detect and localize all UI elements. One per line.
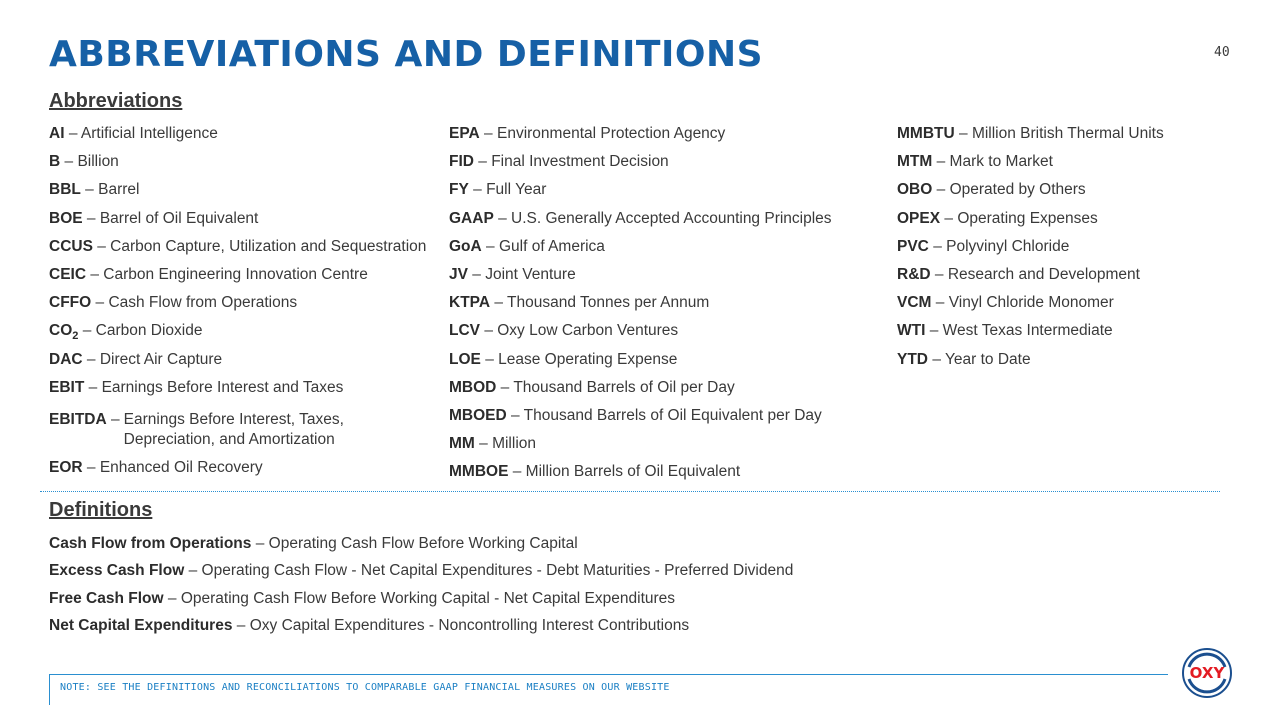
abbreviation-term: OBO [897, 181, 933, 199]
abbreviation-item: MM – Million [449, 435, 537, 453]
abbreviation-desc: Lease Operating Expense [498, 350, 678, 368]
oxy-logo-icon [1181, 647, 1233, 699]
abbreviation-item: EBITDA – Earnings Before Interest, Taxes, Depreciation, and Amortization [49, 410, 444, 450]
definition-item: Free Cash Flow – Operating Cash Flow Before Working Capital - Net Capital Expenditures [49, 589, 676, 607]
abbreviation-item: GoA – Gulf of America [449, 237, 605, 255]
abbreviation-item: FY – Full Year [449, 181, 547, 199]
abbreviation-item: MTM – Mark to Market [897, 153, 1053, 171]
abbreviation-term: BOE [49, 209, 83, 227]
abbreviations-heading: Abbreviations [49, 90, 183, 112]
abbreviation-desc: Barrel [98, 181, 140, 199]
abbreviations-column-1 [49, 124, 444, 486]
abbreviation-desc: Carbon Capture, Utilization and Sequestration [110, 237, 427, 255]
abbreviation-term: EOR [49, 458, 83, 476]
abbreviation-desc: Polyvinyl Chloride [946, 237, 1070, 255]
abbreviation-item: LOE – Lease Operating Expense [449, 350, 678, 368]
definition-desc: Operating Cash Flow Before Working Capital [268, 535, 578, 552]
definition-item: Cash Flow from Operations – Operating Cash Flow Before Working Capital [49, 535, 578, 552]
abbreviation-desc: Enhanced Oil Recovery [99, 458, 263, 476]
oxy-logo-text: OXY [1189, 664, 1225, 682]
abbreviation-item: B – Billion [49, 153, 119, 171]
abbreviation-item: MBOD – Thousand Barrels of Oil per Day [449, 378, 735, 396]
abbreviation-item: CCUS – Carbon Capture, Utilization and Sequestration [49, 237, 427, 255]
page-number: 40 [1214, 45, 1230, 60]
abbreviation-desc: West Texas Intermediate [942, 322, 1113, 340]
definition-desc: Operating Cash Flow - Net Capital Expenditures - Debt Maturities - Preferred Dividend [201, 562, 794, 580]
abbreviation-term: DAC [49, 350, 83, 368]
abbreviation-item: VCM – Vinyl Chloride Monomer [897, 294, 1114, 312]
abbreviation-term: EBIT [49, 378, 85, 396]
abbreviation-term: MBOED [449, 406, 507, 424]
definition-desc: Operating Cash Flow Before Working Capital - Net Capital Expenditures [180, 589, 676, 607]
abbreviation-desc: Thousand Barrels of Oil per Day [513, 378, 735, 396]
abbreviation-desc: Artificial Intelligence [80, 125, 218, 142]
abbreviation-term: R&D [897, 265, 931, 283]
abbreviation-desc: Gulf of America [498, 237, 605, 255]
abbreviation-item: JV – Joint Venture [449, 265, 576, 283]
abbreviation-term: MMBOE [449, 463, 509, 481]
definition-term: Net Capital Expenditures [49, 616, 233, 634]
abbreviation-desc: Barrel of Oil Equivalent [99, 209, 259, 227]
abbreviation-term: $CO_2$ [49, 322, 79, 343]
abbreviation-desc: Environmental Protection Agency [496, 125, 726, 142]
abbreviation-item: AI – Artificial Intelligence [49, 125, 218, 142]
abbreviation-item: EBIT – Earnings Before Interest and Taxes [49, 378, 344, 396]
abbreviation-item: BOE – Barrel of Oil Equivalent [49, 209, 259, 227]
abbreviation-term: EBITDA [49, 410, 107, 428]
abbreviation-item: EPA – Environmental Protection Agency [449, 125, 726, 142]
abbreviation-term: EPA [449, 125, 480, 142]
abbreviation-term: MM [449, 435, 475, 453]
abbreviation-desc: Thousand Barrels of Oil Equivalent per Day [523, 406, 822, 424]
abbreviation-desc: Thousand Tonnes per Annum [507, 294, 710, 312]
abbreviation-term: CFFO [49, 294, 92, 312]
abbreviation-item: MMBOE – Million Barrels of Oil Equivalent [449, 463, 741, 481]
abbreviation-desc: Operating Expenses [957, 209, 1098, 227]
abbreviation-item: LCV – Oxy Low Carbon Ventures [449, 322, 679, 340]
abbreviation-item: DAC – Direct Air Capture [49, 350, 223, 368]
abbreviation-term: KTPA [449, 294, 491, 312]
definitions-list [49, 534, 949, 643]
abbreviation-desc: Carbon Engineering Innovation Centre [103, 265, 368, 283]
abbreviation-term: YTD [897, 350, 928, 368]
abbreviation-item: KTPA – Thousand Tonnes per Annum [449, 294, 710, 312]
abbreviation-desc: Research and Development [947, 265, 1140, 283]
abbreviation-desc: Full Year [486, 181, 547, 199]
abbreviation-term: LCV [449, 322, 480, 340]
abbreviation-desc: Million British Thermal Units [971, 125, 1164, 142]
section-divider [40, 491, 1220, 492]
abbreviation-desc: Carbon Dioxide [95, 322, 203, 340]
definition-term: Free Cash Flow [49, 589, 164, 607]
abbreviation-desc: Earnings Before Interest, Taxes, Depreciation, and Amortization [123, 410, 344, 448]
abbreviation-desc: Cash Flow from Operations [108, 294, 298, 312]
definitions-heading: Definitions [49, 499, 153, 521]
abbreviation-term: GAAP [449, 209, 494, 227]
oxy-logo [1181, 647, 1233, 699]
abbreviation-term: FID [449, 153, 474, 171]
abbreviation-item: PVC – Polyvinyl Chloride [897, 237, 1070, 255]
definition-item: Excess Cash Flow – Operating Cash Flow - Net Capital Expenditures - Debt Maturities - Preferred Dividend [49, 562, 794, 580]
abbreviation-desc: Direct Air Capture [99, 350, 223, 368]
abbreviation-term: WTI [897, 322, 926, 340]
abbreviation-item: CFFO – Cash Flow from Operations [49, 294, 298, 312]
abbreviation-term: MTM [897, 153, 933, 171]
abbreviation-term: AI [49, 125, 65, 142]
abbreviation-term: CEIC [49, 265, 87, 283]
abbreviation-desc: U.S. Generally Accepted Accounting Principles [511, 209, 832, 227]
abbreviation-item: GAAP – U.S. Generally Accepted Accounting Principles [449, 209, 832, 227]
abbreviation-item: FID – Final Investment Decision [449, 153, 669, 171]
abbreviation-desc: Million Barrels of Oil Equivalent [525, 463, 741, 481]
abbreviation-desc: Oxy Low Carbon Ventures [497, 322, 679, 340]
subscript-2: 2 [72, 330, 79, 343]
definition-desc: Oxy Capital Expenditures - Noncontrolling Interest Contributions [249, 616, 690, 634]
abbreviation-desc: Million [492, 435, 537, 453]
abbreviation-desc: Mark to Market [949, 153, 1053, 171]
abbreviation-term: B [49, 153, 61, 171]
abbreviation-term: VCM [897, 294, 932, 312]
abbreviation-desc: Vinyl Chloride Monomer [948, 294, 1114, 312]
abbreviation-item: YTD – Year to Date [897, 350, 1031, 368]
abbreviation-term: PVC [897, 237, 929, 255]
abbreviation-desc: Operated by Others [949, 181, 1086, 199]
definition-item: Net Capital Expenditures – Oxy Capital Expenditures - Noncontrolling Interest Contributions [49, 616, 690, 634]
abbreviation-item: MBOED – Thousand Barrels of Oil Equivalent per Day [449, 406, 822, 424]
definition-term: Cash Flow from Operations [49, 535, 252, 552]
abbreviation-item: $CO_2$ – Carbon Dioxide [49, 322, 203, 343]
footer-note: NOTE: SEE THE DEFINITIONS AND RECONCILIATIONS TO COMPARABLE GAAP FINANCIAL MEASURES ON OUR WEBSITE [60, 682, 670, 693]
abbreviations-column-3 [897, 124, 1257, 378]
abbreviation-item: WTI – West Texas Intermediate [897, 322, 1113, 340]
abbreviation-term: FY [449, 181, 469, 199]
abbreviation-desc: Billion [77, 153, 119, 171]
definition-term: Excess Cash Flow [49, 562, 185, 580]
abbreviation-item: R&D – Research and Development [897, 265, 1140, 283]
abbreviation-desc: Year to Date [944, 350, 1031, 368]
abbreviation-item: OPEX – Operating Expenses [897, 209, 1098, 227]
abbreviation-item: CEIC – Carbon Engineering Innovation Centre [49, 265, 368, 283]
page-title: ABBREVIATIONS AND DEFINITIONS [49, 34, 764, 75]
abbreviation-item: MMBTU – Million British Thermal Units [897, 125, 1164, 142]
abbreviation-item: EOR – Enhanced Oil Recovery [49, 458, 263, 476]
abbreviation-term: LOE [449, 350, 481, 368]
abbreviation-term: BBL [49, 181, 81, 199]
abbreviation-item: OBO – Operated by Others [897, 181, 1086, 199]
abbreviation-term: MMBTU [897, 125, 955, 142]
abbreviation-desc: Final Investment Decision [491, 153, 669, 171]
abbreviation-term: GoA [449, 237, 482, 255]
abbreviation-term: CCUS [49, 237, 93, 255]
abbreviation-term: OPEX [897, 209, 941, 227]
abbreviation-desc: Joint Venture [485, 265, 576, 283]
abbreviations-column-2 [449, 124, 889, 490]
abbreviation-term: MBOD [449, 378, 497, 396]
abbreviation-item: BBL – Barrel [49, 181, 140, 199]
abbreviation-desc: Earnings Before Interest and Taxes [101, 378, 344, 396]
abbreviation-term: JV [449, 265, 468, 283]
